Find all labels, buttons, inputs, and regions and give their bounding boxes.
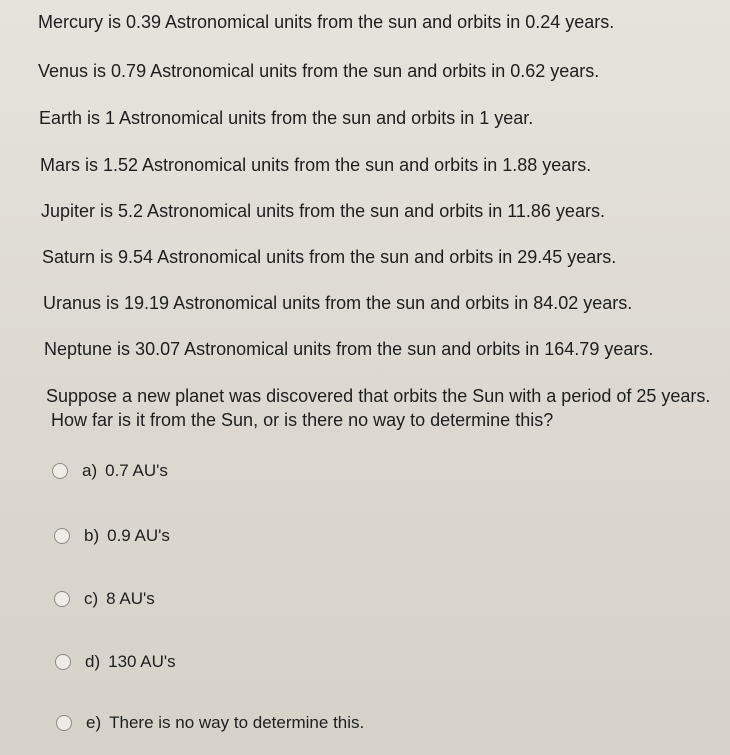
option-letter-d: d) <box>85 652 101 671</box>
option-text-c: 8 AU's <box>106 589 155 608</box>
option-a[interactable] <box>52 461 168 481</box>
fact-uranus: Uranus is 19.19 Astronomical units from the sun and orbits in 84.02 years. <box>43 293 633 313</box>
option-d[interactable] <box>55 652 176 672</box>
fact-earth: Earth is 1 Astronomical units from the sun and orbits in 1 year. <box>39 108 534 128</box>
fact-jupiter: Jupiter is 5.2 Astronomical units from the sun and orbits in 11.86 years. <box>41 201 605 221</box>
radio-button-e[interactable] <box>56 715 72 731</box>
option-letter-a: a) <box>82 461 98 480</box>
fact-venus: Venus is 0.79 Astronomical units from the sun and orbits in 0.62 years. <box>38 61 600 81</box>
option-b[interactable] <box>54 526 170 546</box>
question-text <box>46 384 710 432</box>
radio-button-b[interactable] <box>54 528 70 544</box>
option-letter-b: b) <box>84 526 100 545</box>
fact-neptune: Neptune is 30.07 Astronomical units from the sun and orbits in 164.79 years. <box>44 339 654 359</box>
radio-button-c[interactable] <box>54 591 70 607</box>
option-text-a: 0.7 AU's <box>105 461 168 480</box>
question-line-1: Suppose a new planet was discovered that orbits the Sun with a period of 25 years. <box>46 386 711 406</box>
radio-button-a[interactable] <box>52 463 68 479</box>
option-text-b: 0.9 AU's <box>107 526 170 545</box>
option-text-e: There is no way to determine this. <box>109 713 365 732</box>
option-e[interactable] <box>56 713 364 733</box>
radio-button-d[interactable] <box>55 654 71 670</box>
fact-mars: Mars is 1.52 Astronomical units from the sun and orbits in 1.88 years. <box>40 155 592 175</box>
option-text-d: 130 AU's <box>108 652 176 671</box>
fact-mercury: Mercury is 0.39 Astronomical units from the sun and orbits in 0.24 years. <box>38 12 615 32</box>
option-letter-c: c) <box>84 589 99 608</box>
fact-saturn: Saturn is 9.54 Astronomical units from the sun and orbits in 29.45 years. <box>42 247 617 267</box>
option-c[interactable] <box>54 589 155 609</box>
option-letter-e: e) <box>86 713 102 732</box>
question-line-2: How far is it from the Sun, or is there no way to determine this? <box>51 410 554 430</box>
